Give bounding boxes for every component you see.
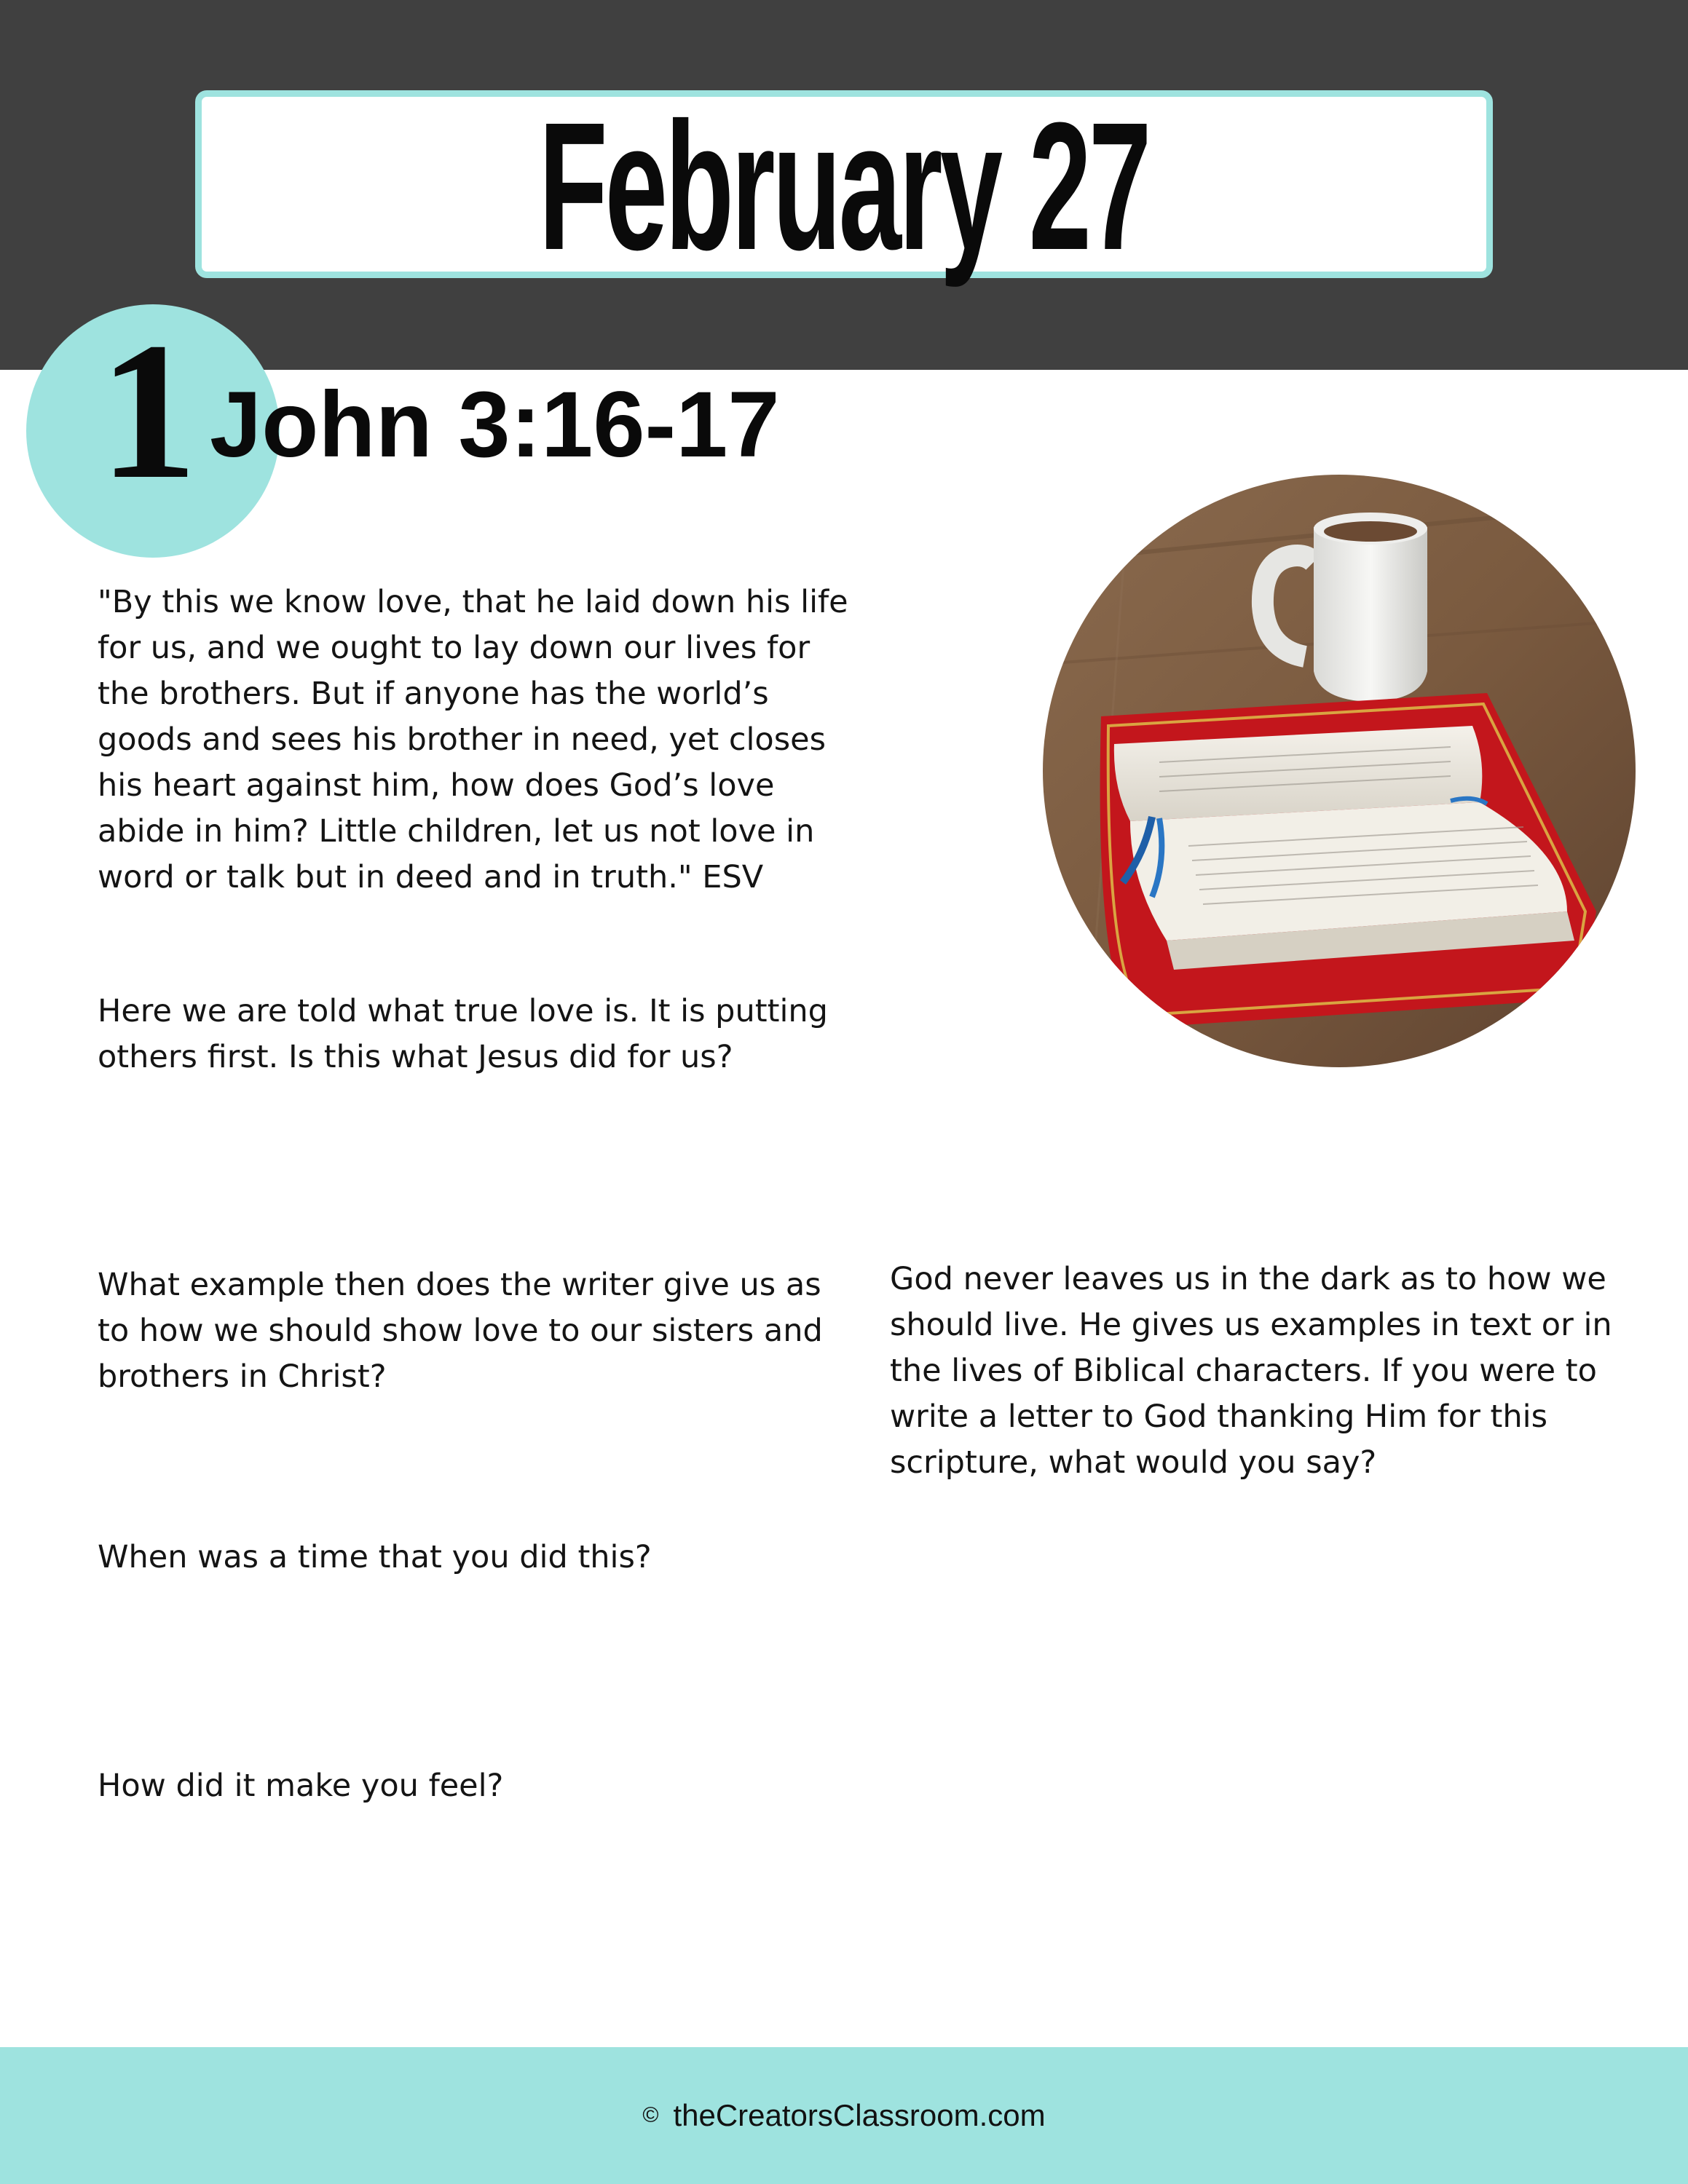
- book-number: 1: [99, 302, 197, 520]
- scripture-reference: John 3:16-17: [210, 373, 780, 477]
- question-letter-to-god: God never leaves us in the dark as to how we should live. He gives us examples in text or in the lives of Biblical characters. If you were to write a letter to God thanking Him for this scripture, what would you say?: [890, 1261, 1612, 1481]
- copyright-icon: ©: [642, 2103, 659, 2127]
- footer-site-name: theCreatorsClassroom.com: [673, 2098, 1046, 2132]
- question-how-did-it-feel: How did it make you feel?: [98, 1768, 504, 1804]
- question-true-love: Here we are told what true love is. It is putting others first. Is this what Jesus did for us?: [98, 993, 828, 1075]
- scripture-text: "By this we know love, that he laid down his life for us, and we ought to lay down our lives for the brothers. But if anyone has the world’s goods and sees his brother in need, yet closes his heart against him, how does God’s love abide in him? Little children, let us not love in word or talk but in deed and in truth." ESV: [98, 584, 848, 895]
- date-title-box: [195, 84, 1493, 288]
- footer-copyright: [642, 2098, 1045, 2133]
- date-title: February 27: [539, 84, 1149, 288]
- bible-and-coffee-photo: [1043, 475, 1636, 1067]
- question-example: What example then does the writer give us as to how we should show love to our sisters and brothers in Christ?: [98, 1267, 823, 1395]
- question-time-you-did-this: When was a time that you did this?: [98, 1539, 652, 1575]
- footer-band: [0, 2047, 1688, 2184]
